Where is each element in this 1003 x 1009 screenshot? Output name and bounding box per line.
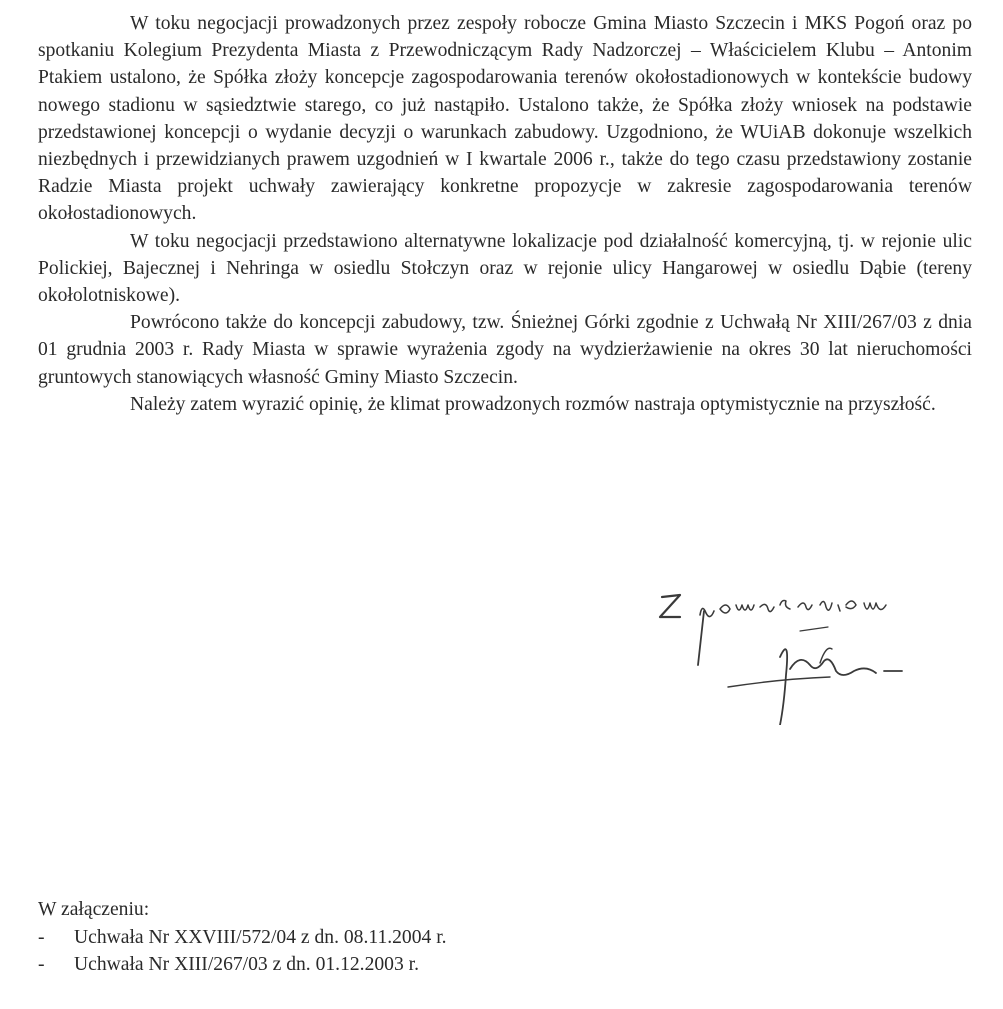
handwritten-signature <box>640 575 980 725</box>
attachments-title: W załączeniu: <box>38 899 150 920</box>
attachments-section <box>38 896 738 979</box>
paragraph-1: W toku negocjacji prowadzonych przez zespoły robocze Gmina Miasto Szczecin i MKS Pogoń oraz po spotkaniu Kolegium Prezydenta Miasta z Przewodniczącym Rady Nadzorczej – Właścicielem Klubu – Antonim Ptakiem ustalono, że Spółka złoży koncepcje zagospodarowania terenów okołostadionowych w kontekście budowy nowego stadionu w sąsiedztwie starego, co już nastąpiło. Ustalono także, że Spółka złoży wniosek na podstawie przedstawionej koncepcji o wydanie decyzji o warunkach zabudowy. Uzgodniono, że WUiAB dokonuje wszelkich niezbędnych i przewidzianych prawem uzgodnień w I kwartale 2006 r., także do tego czasu przedstawiony zostanie Radzie Miasta projekt uchwały zawierający konkretne propozycje w zakresie zagospodarowania terenów okołostadionowych. <box>38 13 972 225</box>
attachment-text: Uchwała Nr XXVIII/572/04 z dn. 08.11.2004 r. <box>74 926 447 948</box>
attachments-list <box>38 924 738 979</box>
document-body <box>38 10 972 418</box>
paragraph-4: Należy zatem wyrazić opinię, że klimat prowadzonych rozmów nastraja optymistycznie na przyszłość. <box>130 393 936 415</box>
list-bullet: - <box>38 926 45 948</box>
list-item <box>38 924 738 952</box>
list-item <box>38 951 738 979</box>
paragraph-3: Powrócono także do koncepcji zabudowy, tzw. Śnieżnej Górki zgodnie z Uchwałą Nr XIII/267/03 z dnia 01 grudnia 2003 r. Rady Miasta w sprawie wyrażenia zgody na wydzierżawienie na okres 30 lat nieruchomości gruntowych stanowiących własność Gminy Miasto Szczecin. <box>38 312 972 388</box>
paragraph-2: W toku negocjacji przedstawiono alternatywne lokalizacje pod działalność komercyjną, tj. w rejonie ulic Polickiej, Bajecznej i Nehringa w osiedlu Stołczyn oraz w rejonie ulicy Hangarowej w osiedlu Dąbie (tereny okołolotniskowe). <box>38 230 972 307</box>
attachment-text: Uchwała Nr XIII/267/03 z dn. 01.12.2003 r. <box>74 954 419 976</box>
list-bullet: - <box>38 954 45 976</box>
